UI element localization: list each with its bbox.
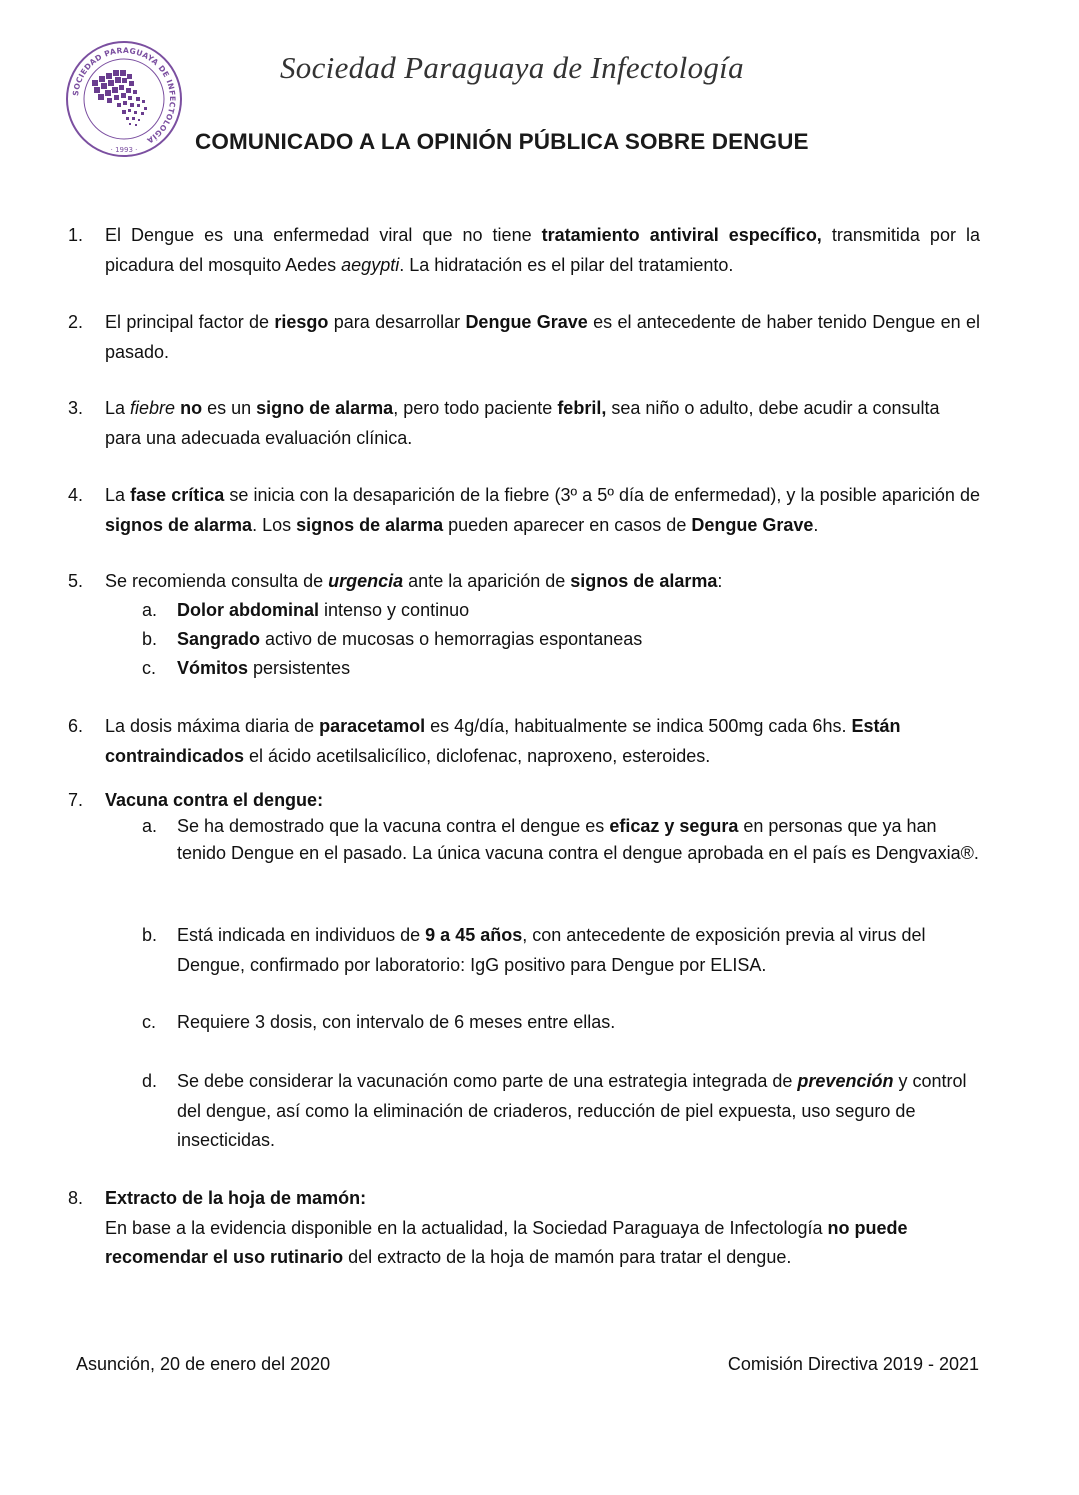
item-text: Se recomienda consulta de urgencia ante la aparición de signos de alarma: [105, 571, 723, 591]
sub-item-7d: d. Se debe considerar la vacunación como parte de una estrategia integrada de prevención y control del dengue, así como la eliminación de criaderos, reducción de piel expuesta, uso seguro de insecticidas. [142, 1071, 967, 1150]
sub-item-7b: b. Está indicada en individuos de 9 a 45 años, con antecedente de exposición previa al virus del Dengue, confirmado por laboratorio: IgG positivo para Dengue por ELISA. [142, 925, 926, 975]
list-item-2 [68, 308, 980, 367]
list-item-1 [68, 221, 980, 280]
item-number: 4. [68, 485, 84, 505]
logo-year: · 1993 · [110, 146, 138, 154]
place-and-date: Asunción, 20 de enero del 2020 [76, 1354, 331, 1374]
item-number: 3. [68, 398, 84, 418]
sub-item-5a: a. Dolor abdominal intenso y continuo [142, 600, 470, 620]
item-number: 2. [68, 312, 84, 332]
list-item-7 [68, 786, 980, 816]
item-text: La fase crítica se inicia con la desaparición de la fiebre (3º a 5º día de enfermedad), y la posible aparición de signos de alarma. Los signos de alarma pueden aparecer en casos de Dengue Grave. [105, 485, 980, 535]
item-text: El Dengue es una enfermedad viral que no tiene tratamiento antiviral específico, transmitida por la picadura del mosquito Aedes aegypti. La hidratación es el pilar del tratamiento. [105, 225, 980, 275]
list-item-5 [68, 567, 980, 597]
item-number: 8. [68, 1188, 84, 1208]
item-text: Vacuna contra el dengue: [105, 790, 324, 810]
list-item-8 [68, 1184, 980, 1273]
item-number: 5. [68, 571, 84, 591]
signature-line: Comisión Directiva 2019 - 2021 [727, 1354, 979, 1374]
document-title: COMUNICADO A LA OPINIÓN PÚBLICA SOBRE DENGUE [195, 129, 809, 154]
list-item-6 [68, 712, 980, 771]
svg-text:SOCIEDAD PARAGUAYA DE INFECTOL: SOCIEDAD PARAGUAYA DE INFECTOLOGÍA [71, 45, 178, 146]
list-item-3 [68, 394, 980, 453]
item-text: El principal factor de riesgo para desarrollar Dengue Grave es el antecedente de haber tenido Dengue en el pasado. [105, 312, 980, 362]
item-number: 6. [68, 716, 84, 736]
sub-item-7a: a. Se ha demostrado que la vacuna contra el dengue es eficaz y segura en personas que ya han tenido Dengue en el pasado. La única vacuna contra el dengue aprobada en el país es Dengvaxia®. [142, 816, 979, 863]
item-number: 7. [68, 790, 84, 810]
item-text: Extracto de la hoja de mamón: En base a la evidencia disponible en la actualidad, la Sociedad Paraguaya de Infectología no puede recomendar el uso rutinario del extracto de la hoja de mamón para tratar el dengue. [105, 1188, 908, 1267]
item-text: La dosis máxima diaria de paracetamol es 4g/día, habitualmente se indica 500mg cada 6hs. Están contraindicados el ácido acetilsalicílico, diclofenac, naproxeno, esteroides. [105, 716, 901, 766]
item-text: La fiebre no es un signo de alarma, pero todo paciente febril, sea niño o adulto, debe acudir a consulta para una adecuada evaluación clínica. [105, 398, 940, 448]
sub-item-5b: b. Sangrado activo de mucosas o hemorragias espontaneas [142, 629, 643, 649]
organization-name: Sociedad Paraguaya de Infectología [280, 50, 744, 85]
list-item-4 [68, 481, 980, 540]
item-number: 1. [68, 225, 84, 245]
sub-item-5c: c. Vómitos persistentes [142, 658, 351, 678]
sub-item-7c: c. Requiere 3 dosis, con intervalo de 6 meses entre ellas. [142, 1012, 616, 1032]
